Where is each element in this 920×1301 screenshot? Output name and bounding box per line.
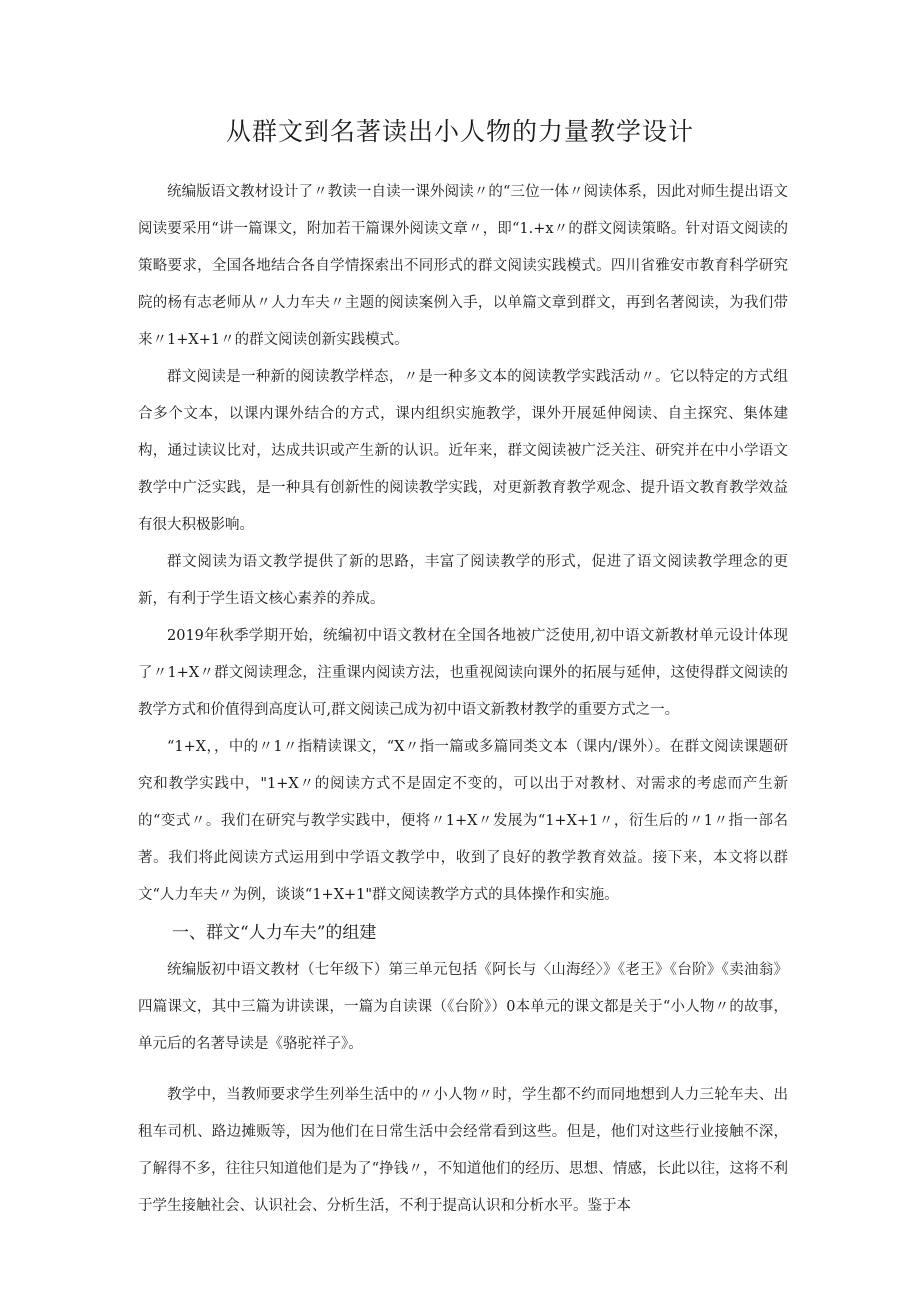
paragraph-5: “1+X，，中的〃1〃指精读课文，“X〃指一篇或多篇同类文本（课内/课外）。在群文阅读课题研究和教学实践中，"1+X〃的阅读方式不是固定不变的，可以出于对教材、对需求的考虑而产生新的“变式〃。我们在研究与教学实践中，便将〃1+X〃发展为“1+X+1〃，衍生后的〃1〃指一部名著。我们将此阅读方式运用到中学语文教学中，收到了良好的教学教育效益。接下来，本文将以群文“人力车夫〃为例，谈谈“1+X+1"群文阅读教学方式的具体操作和实施。 bbox=[138, 739, 788, 903]
paragraph-6: 统编版初中语文教材（七年级下）第三单元包括《阿长与〈山海经〉》《老王》《台阶》《卖油翁》四篇课文，其中三篇为讲读课，一篇为自读课（《台阶》）0本单元的课文都是关于“小人物〃的故事，单元后的名著导读是《骆驼祥子》。 bbox=[138, 962, 788, 1052]
document-body bbox=[138, 174, 788, 1225]
paragraph-7: 教学中，当教师要求学生列举生活中的〃小人物〃时，学生都不约而同地想到人力三轮车夫、出租车司机、路边摊贩等，因为他们在日常生活中会经常看到这些。但是，他们对这些行业接触不深，了解得不多，往往只知道他们是为了“挣钱〃，不知道他们的经历、思想、情感，长此以往，这将不利于学生接触社会、认识社会、分析生活，不利于提高认识和分析水平。鉴于本 bbox=[138, 1087, 788, 1214]
paragraph-gap bbox=[138, 1063, 788, 1077]
paragraph-1: 统编版语文教材设计了〃教读一自读一课外阅读〃的“三位一体〃阅读体系，因此对师生提出语文阅读要采用“讲一篇课文，附加若干篇课外阅读文章〃，即“1.+x〃的群文阅读策略。针对语文阅读的策略要求，全国各地结合各自学情探索出不同形式的群文阅读实践模式。四川省雅安市教育科学研究院的杨有志老师从〃人力车夫〃主题的阅读案例入手，以单篇文章到群文，再到名著阅读，为我们带来〃1+X+1〃的群文阅读创新实践模式。 bbox=[138, 184, 788, 348]
paragraph-3: 群文阅读为语文教学提供了新的思路，丰富了阅读教学的形式，促进了语文阅读教学理念的更新，有利于学生语文核心素养的养成。 bbox=[138, 554, 788, 607]
paragraph-4: 2019年秋季学期开始，统编初中语文教材在全国各地被广泛使用,初中语文新教材单元设计体现了〃1+X〃群文阅读理念，注重课内阅读方法，也重视阅读向课外的拓展与延伸，这使得群文阅读的教学方式和价值得到高度认可,群文阅读己成为初中语文新教材教学的重要方式之一。 bbox=[138, 628, 788, 718]
paragraph-2: 群文阅读是一种新的阅读教学样态，〃是一种多文本的阅读教学实践活动〃。它以特定的方式组合多个文本，以课内课外结合的方式，课内组织实施教学，课外开展延伸阅读、自主探究、集体建构，通过读议比对，达成共识或产生新的认识。近年来，群文阅读被广泛关注、研究并在中小学语文教学中广泛实践，是一种具有创新性的阅读教学实践，对更新教育教学观念、提升语文教育教学效益有很大积极影响。 bbox=[138, 369, 788, 533]
section-heading: 一、群文“人力车夫”的组建 bbox=[172, 923, 377, 943]
document-title: 从群文到名著读出小人物的力量教学设计 bbox=[225, 117, 694, 146]
